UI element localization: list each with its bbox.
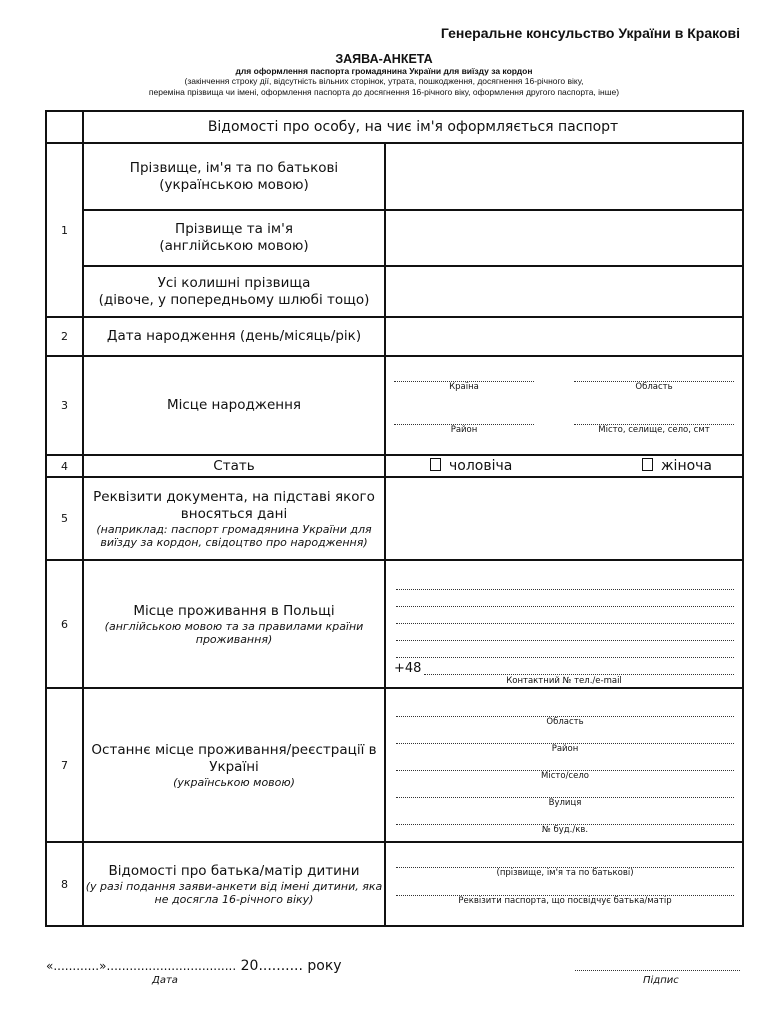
form-note-line1: (закінчення строку дії, відсутність вільних сторінок, утрата, пошкодження, досягнення 16-річного віку, <box>184 76 584 86</box>
last-residence-field[interactable] <box>385 688 743 842</box>
parent-passport-caption: Реквізити паспорта, що посвідчує батька/матір <box>458 896 672 906</box>
parent-name-caption: (прізвище, ім'я та по батькові) <box>496 868 634 878</box>
date-caption: Дата <box>152 975 178 986</box>
name-en-sub: (англійською мовою) <box>159 238 309 254</box>
ua-district-line[interactable] <box>396 743 734 754</box>
parent-name-line[interactable] <box>396 867 734 878</box>
locality-line[interactable] <box>574 424 734 435</box>
table-heading: Відомості про особу, на чиє ім'я оформляється паспорт <box>83 111 743 143</box>
document-details-field[interactable] <box>385 477 743 560</box>
row-4-number: 4 <box>46 455 83 477</box>
form-subtitle: для оформлення паспорта громадянина України для виїзду за кордон <box>235 66 533 76</box>
sex-field <box>385 455 743 477</box>
row-8-number: 8 <box>46 842 83 926</box>
date-field[interactable] <box>46 958 342 974</box>
contact-caption: Контактний № тел./e-mail <box>506 676 622 686</box>
residence-poland-label <box>83 560 385 688</box>
phone-prefix: +48 <box>394 661 422 676</box>
former-names-field[interactable] <box>385 266 743 317</box>
male-label: чоловіча <box>449 458 513 474</box>
application-table <box>45 110 744 927</box>
sex-label: Стать <box>83 455 385 477</box>
female-label: жіноча <box>660 458 713 474</box>
address-line-2[interactable] <box>396 606 734 607</box>
region-caption: Область <box>635 382 673 392</box>
former-names-label <box>83 266 385 317</box>
address-line-5[interactable] <box>396 657 734 658</box>
document-details-note: (наприклад: паспорт громадянина України для виїзду за кордон, свідоцтво про народження) <box>96 522 372 549</box>
birth-place-label: Місце народження <box>83 356 385 455</box>
full-name-ua-title: Прізвище, ім'я та по батькові <box>129 159 339 176</box>
residence-poland-field[interactable] <box>385 560 743 688</box>
ua-street-caption: Вулиця <box>548 798 582 808</box>
ua-building-caption: № буд./кв. <box>541 825 589 835</box>
country-caption: Країна <box>449 382 479 392</box>
former-names-title: Усі колишні прізвища <box>157 274 311 291</box>
parent-info-field[interactable] <box>385 842 743 926</box>
ua-district-caption: Район <box>551 744 579 754</box>
birth-date-field[interactable] <box>385 317 743 356</box>
name-en-field[interactable] <box>385 210 743 266</box>
birth-place-field[interactable] <box>385 356 743 455</box>
ua-city-line[interactable] <box>396 770 734 781</box>
ua-city-caption: Місто/село <box>541 771 589 781</box>
country-line[interactable] <box>394 381 534 392</box>
document-details-title: Реквізити документа, на підставі якого вносяться дані <box>93 488 375 522</box>
year-prefix: 20 <box>240 958 259 974</box>
parent-info-note: (у разі подання заяви-анкети від імені дитини, яка не досягла 16-річного віку) <box>85 879 383 906</box>
full-name-ua-label <box>83 143 385 210</box>
parent-passport-line[interactable] <box>396 895 734 906</box>
ua-building-line[interactable] <box>396 824 734 835</box>
district-caption: Район <box>450 425 478 435</box>
heading-num-cell <box>46 111 83 143</box>
parent-info-title: Відомості про батька/матір дитини <box>108 862 360 879</box>
district-line[interactable] <box>394 424 534 435</box>
sex-female-option[interactable] <box>642 458 712 474</box>
name-en-label <box>83 210 385 266</box>
document-details-label <box>83 477 385 560</box>
year-suffix: .......... року <box>258 958 342 974</box>
male-checkbox[interactable] <box>430 458 441 471</box>
row-2-number: 2 <box>46 317 83 356</box>
locality-caption: Місто, селище, село, смт <box>598 425 710 435</box>
full-name-ua-sub: (українською мовою) <box>159 176 309 193</box>
date-dots: «............».................................. <box>46 959 237 973</box>
address-line-3[interactable] <box>396 623 734 624</box>
row-6-number: 6 <box>46 560 83 688</box>
female-checkbox[interactable] <box>642 458 653 471</box>
residence-poland-note: (англійською мовою та за правилами країни проживання) <box>104 619 364 646</box>
signature-line[interactable] <box>575 970 740 971</box>
last-residence-title: Останнє місце проживання/реєстрації в Україні <box>91 741 377 775</box>
row-5-number: 5 <box>46 477 83 560</box>
ua-region-line[interactable] <box>396 716 734 727</box>
last-residence-note: (українською мовою) <box>173 775 295 789</box>
address-line-1[interactable] <box>396 589 734 590</box>
address-line-4[interactable] <box>396 640 734 641</box>
last-residence-label <box>83 688 385 842</box>
parent-info-label <box>83 842 385 926</box>
form-note-line2: переміна прізвища чи імені, оформлення паспорта до досягнення 16-річного віку, оформлення другого паспорта, інше) <box>148 87 620 97</box>
sex-male-option[interactable] <box>430 458 512 474</box>
row-3-number: 3 <box>46 356 83 455</box>
ua-region-caption: Область <box>546 717 584 727</box>
former-names-sub: (дівоче, у попередньому шлюбі тощо) <box>98 291 370 308</box>
signature-caption: Підпис <box>643 975 679 986</box>
row-7-number: 7 <box>46 688 83 842</box>
phone-line[interactable] <box>424 674 734 675</box>
name-en-title: Прізвище та ім'я <box>175 221 293 237</box>
region-line[interactable] <box>574 381 734 392</box>
full-name-ua-field[interactable] <box>385 143 743 210</box>
residence-poland-title: Місце проживання в Польщі <box>133 602 335 619</box>
form-title: ЗАЯВА-АНКЕТА <box>335 52 433 66</box>
row-1-number: 1 <box>46 143 83 317</box>
consulate-name: Генеральне консульство України в Кракові <box>440 25 740 41</box>
ua-street-line[interactable] <box>396 797 734 808</box>
birth-date-label: Дата народження (день/місяць/рік) <box>83 317 385 356</box>
